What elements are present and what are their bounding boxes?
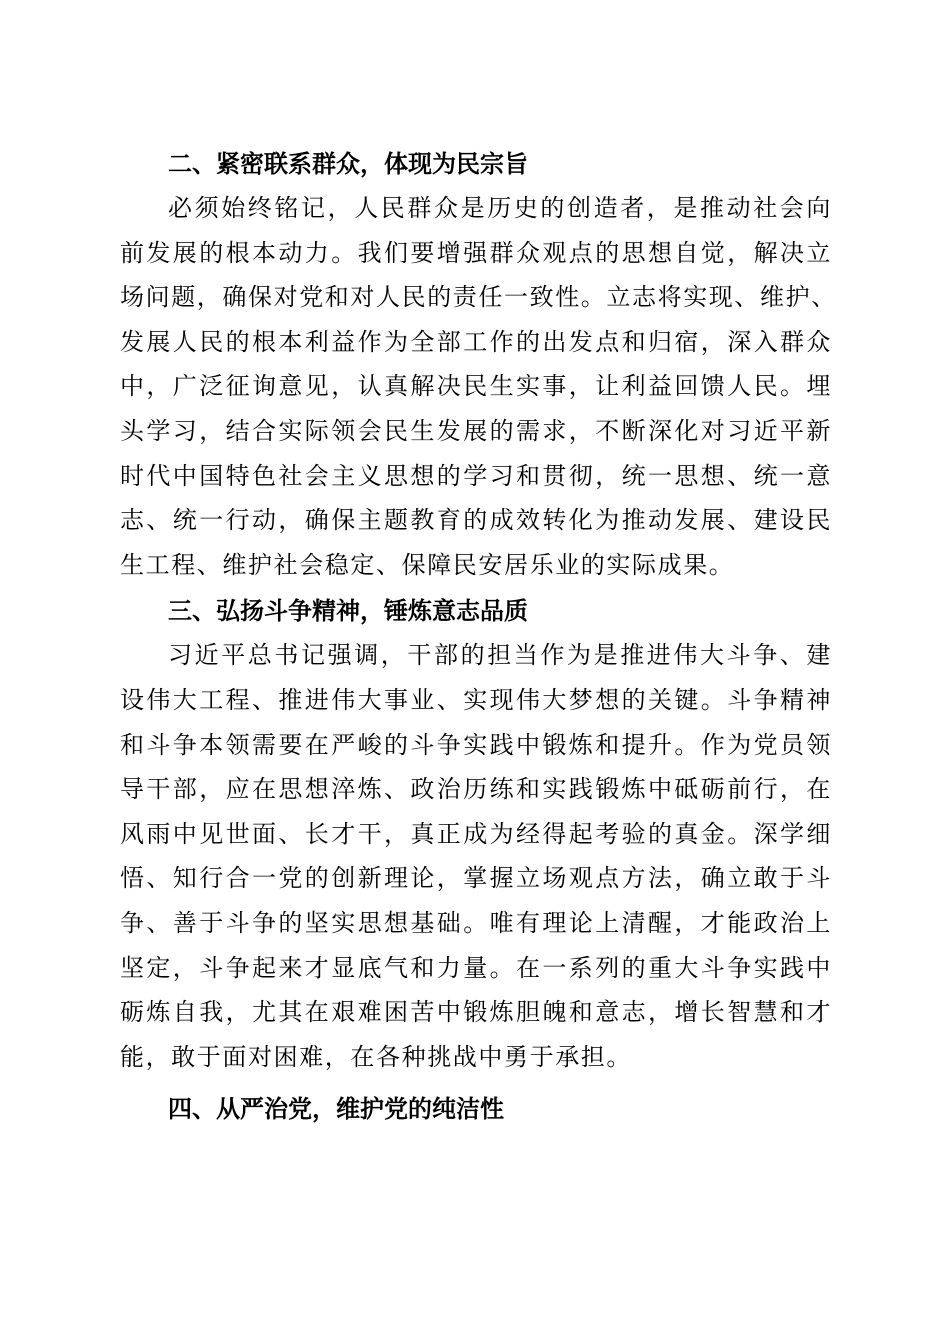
paragraph-line: 志、统一行动，确保主题教育的成效转化为推动发展、建设民: [120, 506, 832, 535]
paragraph-line: 时代中国特色社会主义思想的学习和贯彻，统一思想、统一意: [120, 461, 832, 490]
paragraph-line: 必须始终铭记，人民群众是历史的创造者，是推动社会向: [168, 194, 832, 222]
paragraph-line: 场问题，确保对党和对人民的责任一致性。立志将实现、维护、: [120, 283, 837, 312]
paragraph-line: 中，广泛征询意见，认真解决民生实事，让利益回馈人民。埋: [120, 372, 832, 401]
paragraph-line: 习近平总书记强调，干部的担当作为是推进伟大斗争、建: [168, 641, 832, 670]
document-body: [120, 142, 837, 1131]
paragraph-line: 风雨中见世面、长才干，真正成为经得起考验的真金。深学细: [120, 819, 832, 848]
paragraph-line: 和斗争本领需要在严峻的斗争实践中锻炼和提升。作为党员领: [120, 730, 832, 759]
paragraph: [120, 186, 837, 587]
section-heading: 三、弘扬斗争精神，锤炼意志品质: [168, 597, 528, 626]
paragraph-line: 头学习，结合实际领会民生发展的需求，不断深化对习近平新: [120, 416, 832, 445]
paragraph-line: 争、善于斗争的坚实思想基础。唯有理论上清醒，才能政治上: [120, 908, 832, 937]
section-heading: 四、从严治党，维护党的纯洁性: [168, 1095, 504, 1124]
paragraph-line: 悟、知行合一党的创新理论，掌握立场观点方法，确立敢于斗: [120, 864, 832, 893]
paragraph-line: 坚定，斗争起来才显底气和力量。在一系列的重大斗争实践中: [120, 953, 832, 982]
paragraph-line: 导干部，应在思想淬炼、政治历练和实践锻炼中砥砺前行，在: [120, 775, 832, 804]
paragraph-line: 能，敢于面对困难，在各种挑战中勇于承担。: [120, 1042, 632, 1071]
paragraph-line: 发展人民的根本利益作为全部工作的出发点和归宿，深入群众: [120, 327, 832, 356]
section-heading: 二、紧密联系群众，体现为民宗旨: [168, 150, 528, 178]
paragraph-line: 设伟大工程、推进伟大事业、实现伟大梦想的关键。斗争精神: [120, 685, 832, 714]
paragraph-line: 生工程、维护社会稳定、保障民安居乐业的实际成果。: [120, 550, 735, 579]
paragraph-line: 前发展的根本动力。我们要增强群众观点的思想自觉，解决立: [120, 238, 832, 267]
paragraph-line: 砺炼自我，尤其在艰难困苦中锻炼胆魄和意志，增长智慧和才: [120, 998, 832, 1027]
paragraph: [120, 633, 832, 1079]
